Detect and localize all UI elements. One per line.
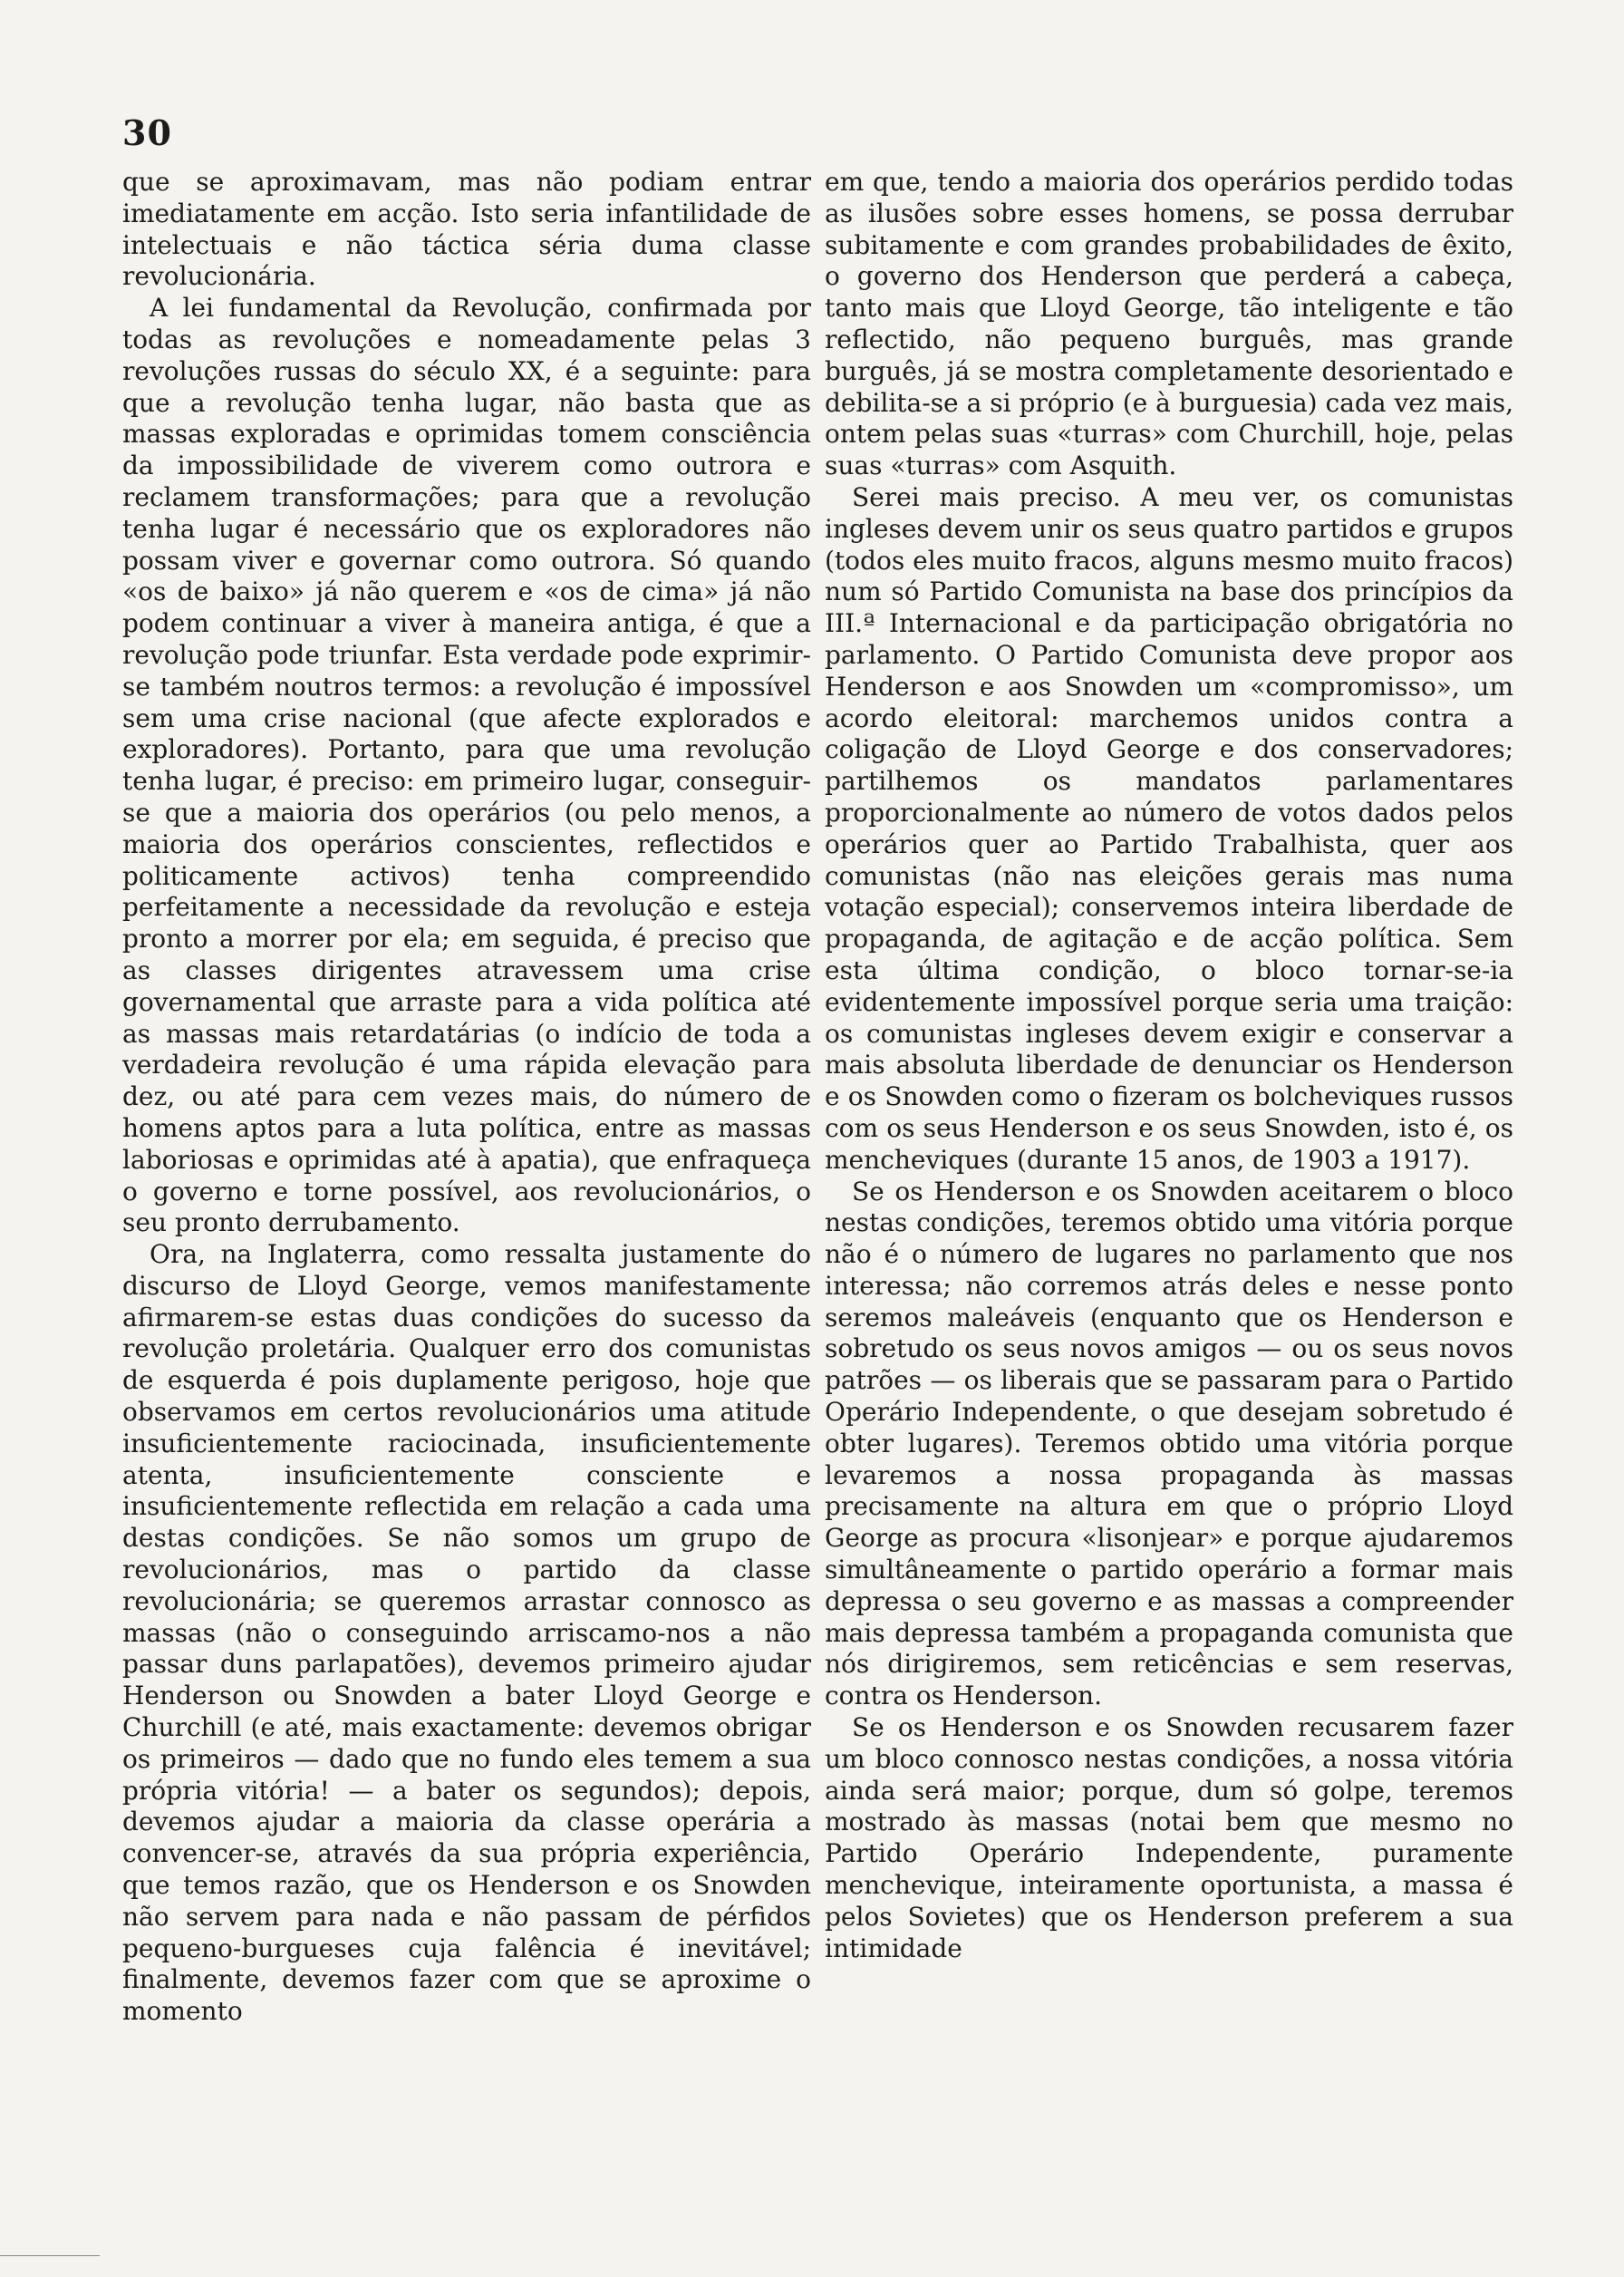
- right-column: [825, 167, 1513, 2243]
- paragraph: em que, tendo a maioria dos operários perdido todas as ilusões sobre esses homens, se possa derrubar subitamente e com grandes probabilidades de êxito, o governo dos Henderson que perderá a cabeça, tanto mais que Lloyd George, tão inteligente e tão reflectido, não pequeno burguês, mas grande burguês, já se mostra completamente desorientado e debilita-se a si próprio (e à burguesia) cada vez mais, ontem pelas suas «turras» com Churchill, hoje, pelas suas «turras» com Asquith.: [825, 167, 1513, 481]
- bottom-rule: [0, 2255, 100, 2256]
- paragraph: A lei fundamental da Revolução, confirmada por todas as revoluções e nomeadamente pelas 3 revoluções russas do século XX, é a seguinte: para que a revolução tenha lugar, não basta que as massas exploradas e oprimidas tomem consciência da impossibilidade de viverem como outrora e reclamem transformações; para que a revolução tenha lugar é necessário que os exploradores não possam viver e governar como outrora. Só quando «os de baixo» já não querem e «os de cima» já não podem continuar a viver à maneira antiga, é que a revolução pode triunfar. Esta verdade pode exprimir-se também noutros termos: a revolução é impossível sem uma crise nacional (que afecte explorados e exploradores). Portanto, para que uma revolução tenha lugar, é preciso: em primeiro lugar, conseguir-se que a maioria dos operários (ou pelo menos, a maioria dos operários conscientes, reflectidos e politicamente activos) tenha compreendido perfeitamente a necessidade da revolução e esteja pronto a morrer por ela; em seguida, é preciso que as classes dirigentes atravessem uma crise governamental que arraste para a vida política até as massas mais retardatárias (o indício de toda a verdadeira revolução é uma rápida elevação para dez, ou até para cem vezes mais, do número de homens aptos para a luta política, entre as massas laboriosas e oprimidas até à apatia), que enfraqueça o governo e torne possível, aos revolucionários, o seu pronto derrubamento.: [122, 293, 811, 1238]
- paragraph: Serei mais preciso. A meu ver, os comunistas ingleses devem unir os seus quatro partidos e grupos (todos eles muito fracos, alguns mesmo muito fracos) num só Partido Comunista na base dos princípios da III.ª Internacional e da participação obrigatória no parlamento. O Partido Comunista deve propor aos Henderson e aos Snowden um «compromisso», um acordo eleitoral: marchemos unidos contra a coligação de Lloyd George e dos conservadores; partilhemos os mandatos parlamentares proporcionalmente ao número de votos dados pelos operários quer ao Partido Trabalhista, quer aos comunistas (não nas eleições gerais mas numa votação especial); conservemos inteira liberdade de propaganda, de agitação e de acção política. Sem esta última condição, o bloco tornar-se-ia evidentemente impossível porque seria uma traição: os comunistas ingleses devem exigir e conservar a mais absoluta liberdade de denunciar os Henderson e os Snowden como o fizeram os bolcheviques russos com os seus Henderson e os seus Snowden, isto é, os mencheviques (durante 15 anos, de 1903 a 1917).: [825, 481, 1513, 1175]
- page-number: 30: [122, 112, 172, 153]
- paragraph: Se os Henderson e os Snowden aceitarem o bloco nestas condições, teremos obtido uma vitória porque não é o número de lugares no parlamento que nos interessa; não corremos atrás deles e nesse ponto seremos maleáveis (enquanto que os Henderson e sobretudo os seus novos amigos — ou os seus novos patrões — os liberais que se passaram para o Partido Operário Independente, o que desejam sobretudo é obter lugares). Teremos obtido uma vitória porque levaremos a nossa propaganda às massas precisamente na altura em que o próprio Lloyd George as procura «lisonjear» e porque ajudaremos simultâneamente o partido operário a formar mais depressa o seu governo e as massas a compreender mais depressa também a propaganda comunista que nós dirigiremos, sem reticências e sem reservas, contra os Henderson.: [825, 1176, 1513, 1711]
- left-column: [122, 167, 811, 2243]
- paragraph: Ora, na Inglaterra, como ressalta justamente do discurso de Lloyd George, vemos manifestamente afirmarem-se estas duas condições do sucesso da revolução proletária. Qualquer erro dos comunistas de esquerda é pois duplamente perigoso, hoje que observamos em certos revolucionários uma atitude insuficientemente raciocinada, insuficientemente atenta, insuficientemente consciente e insuficientemente reflectida em relação a cada uma destas condições. Se não somos um grupo de revolucionários, mas o partido da classe revolucionária; se queremos arrastar connosco as massas (não o conseguindo arriscamo-nos a não passar duns parlapatões), devemos primeiro ajudar Henderson ou Snowden a bater Lloyd George e Churchill (e até, mais exactamente: devemos obrigar os primeiros — dado que no fundo eles temem a sua própria vitória! — a bater os segundos); depois, devemos ajudar a maioria da classe operária a convencer-se, através da sua própria experiência, que temos razão, que os Henderson e os Snowden não servem para nada e não passam de pérfidos pequeno-burgueses cuja falência é inevitável; finalmente, devemos fazer com que se aproxime o momento: [122, 1239, 811, 2027]
- paragraph: que se aproximavam, mas não podiam entrar imediatamente em acção. Isto seria infantilidade de intelectuais e não táctica séria duma classe revolucionária.: [122, 167, 811, 292]
- paragraph: Se os Henderson e os Snowden recusarem fazer um bloco connosco nestas condições, a nossa vitória ainda será maior; porque, dum só golpe, teremos mostrado às massas (notai bem que mesmo no Partido Operário Independente, puramente menchevique, inteiramente oportunista, a massa é pelos Sovietes) que os Henderson preferem a sua intimidade: [825, 1712, 1513, 1963]
